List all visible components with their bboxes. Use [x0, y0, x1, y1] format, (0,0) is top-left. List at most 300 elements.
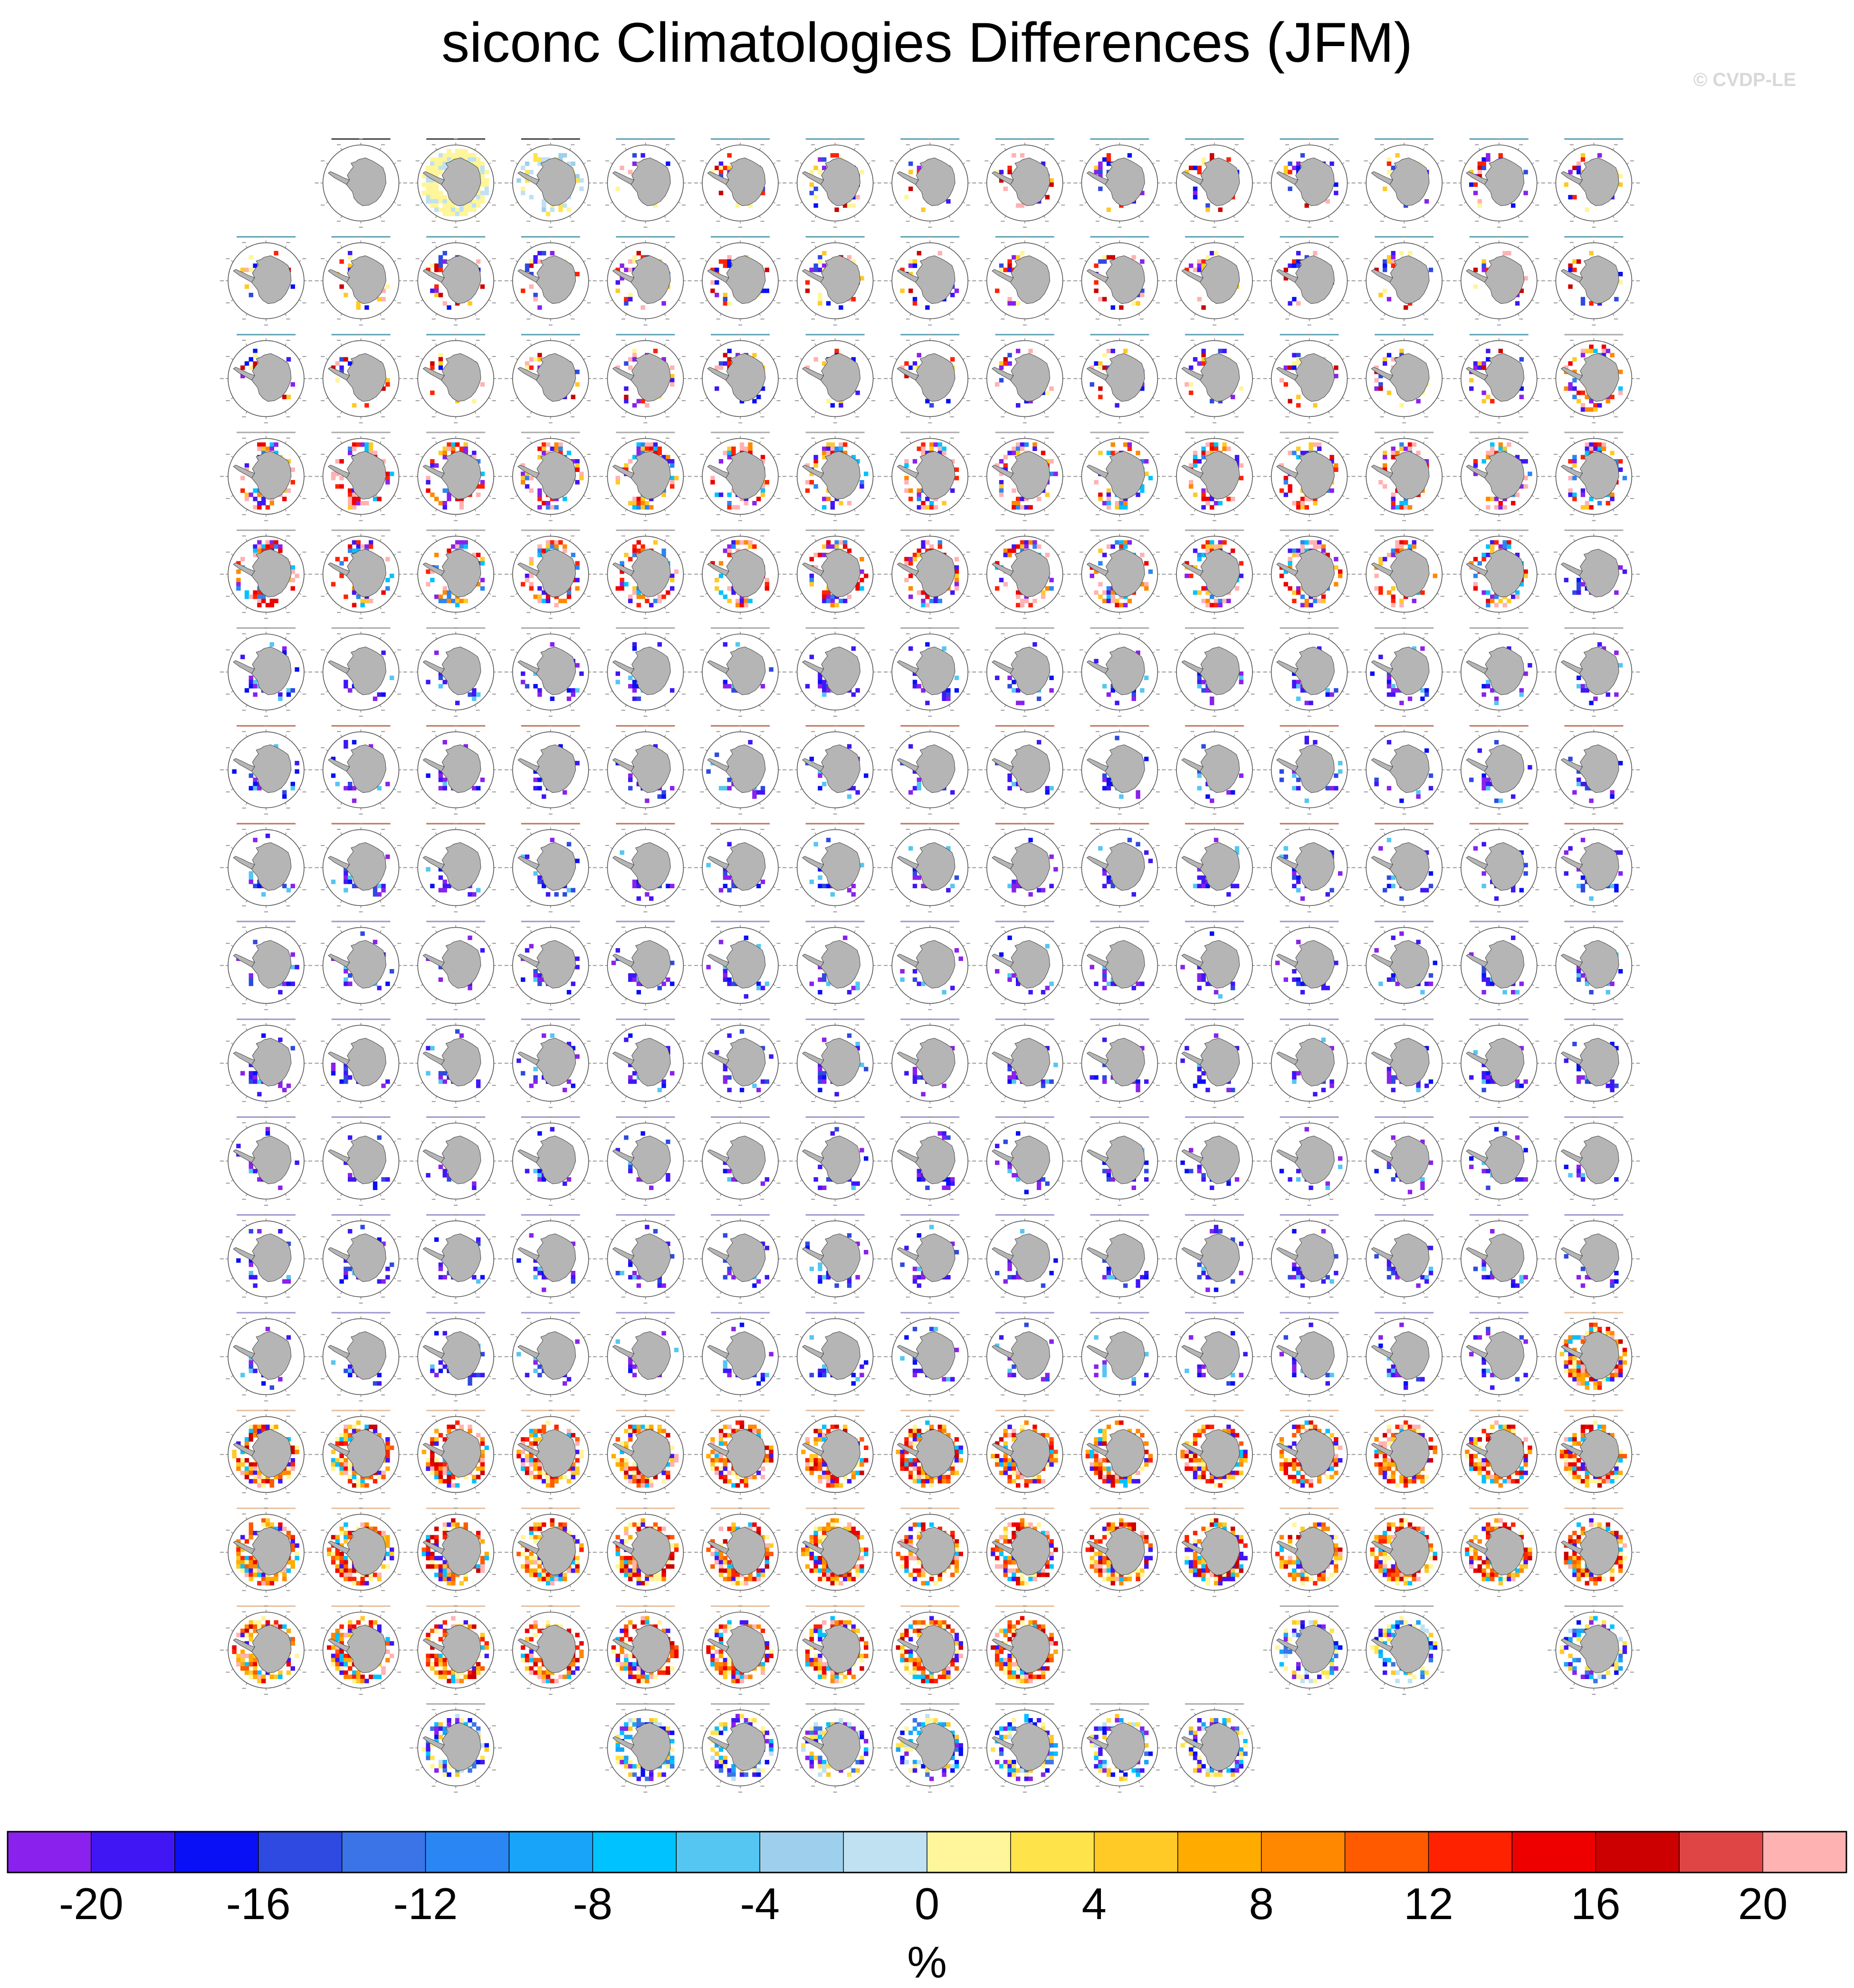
longitude-tick-label — [1067, 378, 1071, 379]
map-cell — [822, 595, 826, 599]
longitude-tick — [380, 442, 382, 443]
longitude-tick — [570, 607, 571, 609]
longitude-tick-label — [337, 514, 341, 515]
map-cell — [1387, 297, 1391, 301]
longitude-tick-label — [1213, 227, 1216, 228]
longitude-tick — [475, 216, 476, 218]
longitude-tick-label — [432, 514, 436, 515]
map-cell — [1296, 447, 1300, 451]
map-cell — [529, 195, 534, 199]
map-cell — [1292, 166, 1296, 170]
map-cell — [567, 590, 571, 595]
longitude-tick — [949, 509, 950, 511]
map-cell — [904, 463, 908, 468]
longitude-tick-label — [1497, 529, 1501, 530]
longitude-tick — [1058, 260, 1060, 262]
map-panel-r1-c5 — [599, 138, 691, 228]
longitude-tick — [625, 246, 627, 248]
map-cell — [575, 463, 579, 468]
longitude-tick-label — [510, 356, 514, 357]
longitude-tick — [664, 314, 666, 316]
longitude-tick — [1099, 216, 1101, 218]
longitude-tick-label — [410, 182, 413, 183]
longitude-tick — [910, 314, 911, 316]
map-cell — [335, 378, 340, 382]
longitude-tick-label — [1570, 536, 1574, 537]
longitude-tick-label — [1162, 378, 1166, 379]
map-cell — [480, 382, 485, 386]
map-cell — [1218, 208, 1223, 212]
map-panel-r5-c6 — [694, 529, 786, 619]
longitude-tick-label — [682, 498, 686, 499]
longitude-tick — [1532, 260, 1534, 262]
map-cell — [1391, 497, 1395, 501]
longitude-tick — [1627, 554, 1629, 556]
longitude-tick-label — [476, 144, 480, 145]
map-cell — [723, 297, 727, 301]
map-cell — [1111, 451, 1115, 455]
longitude-tick — [1044, 314, 1045, 316]
longitude-tick-label — [688, 280, 691, 281]
map-cell — [1193, 548, 1197, 553]
map-cell — [1585, 505, 1589, 509]
longitude-tick-label — [1554, 400, 1558, 401]
longitude-tick — [1044, 607, 1045, 609]
map-cell — [1572, 476, 1577, 480]
longitude-tick-label — [1251, 552, 1255, 553]
longitude-tick-label — [492, 205, 496, 206]
map-cell — [1374, 574, 1378, 578]
map-cell — [1012, 451, 1016, 455]
longitude-tick — [705, 593, 707, 595]
longitude-tick — [583, 495, 585, 497]
longitude-tick-label — [855, 416, 859, 417]
map-cell — [1107, 492, 1111, 497]
longitude-tick — [1233, 246, 1235, 248]
map-cell — [1572, 268, 1577, 272]
map-cell — [1581, 153, 1585, 157]
longitude-tick-label — [593, 182, 597, 183]
longitude-tick — [720, 705, 722, 707]
map-cell — [579, 178, 583, 182]
map-cell — [1481, 365, 1486, 370]
map-cell — [818, 259, 822, 264]
map-cell — [434, 157, 439, 162]
longitude-tick — [611, 300, 612, 301]
map-cell — [715, 293, 719, 297]
map-cell — [826, 497, 831, 501]
map-cell — [1623, 569, 1627, 574]
map-cell — [723, 684, 727, 688]
map-cell — [480, 162, 485, 166]
longitude-tick — [299, 456, 301, 458]
map-cell — [1420, 590, 1424, 595]
map-cell — [525, 684, 529, 688]
map-cell — [917, 353, 921, 357]
longitude-tick-label — [1570, 340, 1574, 341]
map-cell — [1201, 505, 1205, 509]
longitude-tick — [963, 358, 965, 360]
map-cell — [670, 688, 674, 692]
longitude-tick — [1247, 495, 1249, 497]
longitude-tick — [759, 509, 761, 511]
longitude-tick-label — [688, 476, 691, 477]
longitude-tick-label — [287, 612, 290, 613]
map-cell — [1128, 540, 1132, 545]
longitude-tick-label — [242, 340, 246, 341]
map-cell — [439, 353, 443, 357]
longitude-tick — [1369, 202, 1371, 203]
map-cell — [1020, 251, 1024, 255]
longitude-tick-label — [492, 650, 496, 651]
longitude-tick-label — [505, 574, 508, 575]
map-cell — [278, 697, 282, 701]
longitude-tick — [705, 163, 707, 164]
map-cell — [434, 463, 439, 468]
map-panel-r5-c5 — [599, 529, 691, 619]
longitude-tick — [380, 344, 382, 346]
longitude-tick — [231, 300, 233, 301]
longitude-tick — [1437, 456, 1439, 458]
map-cell — [1107, 157, 1111, 162]
longitude-tick — [570, 246, 571, 248]
map-cell — [339, 459, 344, 463]
map-cell — [1210, 505, 1214, 509]
longitude-tick — [910, 344, 911, 346]
longitude-tick-label — [928, 236, 932, 237]
map-cell — [831, 544, 835, 548]
map-cell — [1387, 353, 1391, 357]
longitude-tick-label — [226, 498, 230, 499]
map-cell — [855, 391, 860, 395]
map-cell — [616, 480, 620, 484]
longitude-tick-label — [510, 552, 514, 553]
longitude-tick-label — [1096, 514, 1099, 515]
map-panel-r4-c5 — [599, 432, 691, 521]
longitude-tick-label — [492, 161, 496, 162]
map-cell — [352, 403, 356, 407]
map-cell — [249, 357, 253, 361]
map-cell — [1098, 561, 1102, 566]
longitude-tick-label — [984, 454, 988, 455]
longitude-tick — [854, 539, 856, 541]
longitude-tick-label — [1191, 514, 1195, 515]
longitude-tick — [868, 554, 870, 556]
longitude-tick-label — [476, 242, 480, 243]
map-cell — [653, 349, 658, 353]
map-cell — [1123, 540, 1128, 545]
map-cell — [904, 489, 908, 493]
map-cell — [1577, 590, 1581, 595]
longitude-tick-label — [1441, 356, 1444, 357]
map-cell — [810, 574, 814, 578]
longitude-tick — [285, 442, 287, 443]
longitude-tick-label — [1073, 378, 1077, 379]
map-cell — [628, 297, 632, 301]
longitude-tick-label — [510, 258, 514, 259]
longitude-tick-label — [1269, 258, 1273, 259]
map-cell — [529, 582, 534, 586]
longitude-tick-label — [1475, 221, 1479, 222]
map-cell — [904, 561, 908, 566]
longitude-tick — [990, 495, 992, 497]
map-cell — [1478, 199, 1482, 203]
longitude-tick-label — [890, 552, 894, 553]
map-cell — [1218, 349, 1223, 353]
map-cell — [1007, 259, 1012, 264]
map-cell — [710, 288, 715, 293]
map-cell — [670, 459, 674, 463]
longitude-tick — [1627, 300, 1629, 301]
longitude-tick-label — [1257, 280, 1261, 281]
map-cell — [1098, 548, 1102, 553]
map-cell — [451, 208, 455, 212]
map-cell — [274, 599, 278, 603]
map-cell — [451, 211, 455, 216]
map-cell — [1395, 153, 1399, 157]
longitude-tick-label — [571, 416, 574, 417]
map-cell — [942, 451, 946, 455]
longitude-tick — [1274, 260, 1276, 262]
map-cell — [1201, 353, 1205, 357]
longitude-tick-label — [226, 258, 230, 259]
map-cell — [719, 492, 723, 497]
map-cell — [1387, 170, 1391, 174]
longitude-tick — [854, 442, 856, 443]
map-cell — [645, 501, 649, 505]
map-cell — [632, 255, 637, 259]
longitude-tick-label — [1570, 514, 1574, 515]
map-cell — [1597, 447, 1602, 451]
longitude-tick — [759, 148, 761, 150]
map-cell — [1193, 191, 1197, 195]
map-cell — [480, 561, 485, 566]
map-cell — [1094, 288, 1098, 293]
longitude-tick — [625, 442, 627, 443]
longitude-tick-label — [950, 340, 954, 341]
map-cell — [529, 365, 534, 370]
map-cell — [632, 153, 637, 157]
map-panel-r4-c7 — [789, 432, 881, 521]
longitude-tick — [1004, 442, 1006, 443]
map-cell — [843, 599, 847, 603]
longitude-tick-label — [416, 400, 420, 401]
longitude-tick-label — [1346, 205, 1349, 206]
longitude-tick — [1085, 554, 1087, 556]
longitude-tick-label — [890, 356, 894, 357]
map-cell — [1235, 455, 1239, 459]
longitude-tick-label — [777, 302, 781, 303]
map-cell — [1378, 386, 1383, 391]
map-cell — [616, 586, 620, 590]
map-cell — [434, 288, 439, 293]
longitude-tick — [705, 358, 707, 360]
longitude-tick-label — [783, 574, 786, 575]
longitude-tick-label — [1364, 161, 1368, 162]
map-cell — [839, 442, 843, 447]
longitude-tick — [773, 260, 775, 262]
map-cell — [426, 569, 430, 574]
map-cell — [1490, 540, 1494, 545]
map-cell — [1602, 345, 1606, 349]
map-cell — [736, 540, 740, 545]
map-cell — [1473, 586, 1478, 590]
map-cell — [670, 586, 674, 590]
map-panel-r2-c4 — [505, 236, 597, 326]
map-cell — [624, 582, 628, 586]
longitude-tick-label — [1213, 618, 1216, 619]
map-cell — [571, 692, 575, 697]
map-cell — [1317, 540, 1321, 545]
map-cell — [670, 382, 674, 386]
longitude-tick — [246, 314, 248, 316]
map-cell — [1507, 540, 1511, 545]
map-cell — [908, 365, 913, 370]
longitude-tick — [759, 246, 761, 248]
longitude-tick — [1613, 442, 1614, 443]
map-cell — [1003, 357, 1008, 361]
map-cell — [1107, 489, 1111, 493]
longitude-tick-label — [1497, 227, 1501, 228]
longitude-tick-label — [1045, 340, 1049, 341]
map-cell — [257, 501, 261, 505]
longitude-tick-label — [1541, 476, 1545, 477]
map-cell — [637, 497, 641, 501]
longitude-tick — [380, 246, 382, 248]
longitude-tick-label — [287, 710, 290, 711]
longitude-tick-label — [1251, 596, 1255, 597]
map-cell — [727, 153, 731, 157]
longitude-tick-label — [1080, 258, 1083, 259]
map-panel-r5-c12 — [1263, 529, 1356, 619]
longitude-tick-label — [738, 236, 742, 237]
longitude-tick — [868, 260, 870, 262]
longitude-tick-label — [587, 258, 591, 259]
map-cell — [1577, 162, 1581, 166]
map-cell — [430, 288, 434, 293]
map-cell — [934, 599, 938, 603]
longitude-tick — [326, 495, 328, 497]
map-cell — [813, 268, 818, 272]
map-cell — [249, 680, 253, 684]
map-cell — [447, 208, 451, 212]
longitude-tick — [990, 456, 992, 458]
longitude-tick-label — [1080, 552, 1083, 553]
longitude-tick — [1627, 456, 1629, 458]
longitude-tick-label — [966, 400, 970, 401]
map-cell — [917, 251, 921, 255]
longitude-tick-label — [950, 242, 954, 243]
map-cell — [1581, 505, 1585, 509]
longitude-tick-label — [1235, 340, 1239, 341]
map-cell — [1593, 447, 1597, 451]
longitude-tick-label — [1251, 356, 1255, 357]
longitude-tick — [759, 705, 761, 707]
map-cell — [1581, 492, 1585, 497]
map-cell — [649, 603, 653, 607]
map-cell — [955, 468, 959, 472]
longitude-tick-label — [599, 476, 603, 477]
map-cell — [1210, 442, 1214, 447]
longitude-tick-label — [906, 612, 910, 613]
map-cell — [554, 442, 558, 447]
longitude-tick-label — [890, 596, 894, 597]
longitude-tick-label — [984, 596, 988, 597]
longitude-tick — [910, 607, 911, 609]
longitude-tick — [625, 412, 627, 413]
map-cell — [831, 501, 835, 505]
map-cell — [645, 505, 649, 509]
longitude-tick — [1518, 442, 1520, 443]
longitude-tick-label — [1548, 378, 1551, 379]
map-cell — [727, 492, 731, 497]
longitude-tick-label — [1096, 221, 1099, 222]
longitude-tick-label — [1023, 618, 1027, 619]
map-cell — [1334, 365, 1338, 370]
map-cell — [1486, 497, 1490, 501]
longitude-tick — [1574, 442, 1575, 443]
map-cell — [666, 455, 670, 459]
map-cell — [719, 162, 723, 166]
map-cell — [434, 553, 439, 557]
longitude-tick — [1559, 202, 1561, 203]
map-cell — [381, 651, 385, 655]
map-cell — [348, 489, 352, 493]
longitude-tick-label — [1535, 552, 1539, 553]
map-cell — [1107, 349, 1111, 353]
longitude-tick-label — [984, 161, 988, 162]
longitude-tick-label — [303, 258, 306, 259]
map-cell — [1374, 386, 1378, 391]
longitude-tick-label — [1346, 356, 1349, 357]
longitude-tick-label — [966, 205, 970, 206]
map-cell — [1284, 476, 1288, 480]
longitude-tick-label — [605, 302, 609, 303]
map-cell — [447, 442, 451, 447]
map-cell — [476, 692, 480, 697]
map-cell — [1049, 386, 1053, 391]
map-cell — [1374, 586, 1378, 590]
map-cell — [1473, 463, 1478, 468]
longitude-tick-label — [789, 182, 793, 183]
longitude-tick — [1328, 314, 1330, 316]
map-cell — [1094, 590, 1098, 595]
longitude-tick — [516, 202, 517, 203]
map-cell — [385, 382, 390, 386]
map-cell — [377, 297, 382, 301]
map-cell — [1111, 255, 1115, 259]
longitude-tick — [436, 412, 437, 413]
map-cell — [459, 211, 464, 216]
longitude-tick — [949, 412, 950, 413]
map-cell — [550, 251, 554, 255]
map-cell — [270, 447, 274, 451]
map-cell — [851, 203, 856, 208]
longitude-tick — [1437, 593, 1439, 595]
longitude-tick-label — [1118, 529, 1121, 530]
longitude-tick-label — [492, 356, 496, 357]
map-cell — [1387, 590, 1391, 595]
map-cell — [1231, 395, 1235, 399]
map-cell — [1020, 447, 1024, 451]
map-cell — [904, 557, 908, 561]
longitude-tick — [1179, 202, 1181, 203]
map-cell — [344, 557, 348, 561]
map-cell — [839, 403, 843, 407]
map-cell — [1481, 553, 1486, 557]
longitude-tick — [421, 260, 423, 262]
longitude-tick-label — [510, 650, 514, 651]
